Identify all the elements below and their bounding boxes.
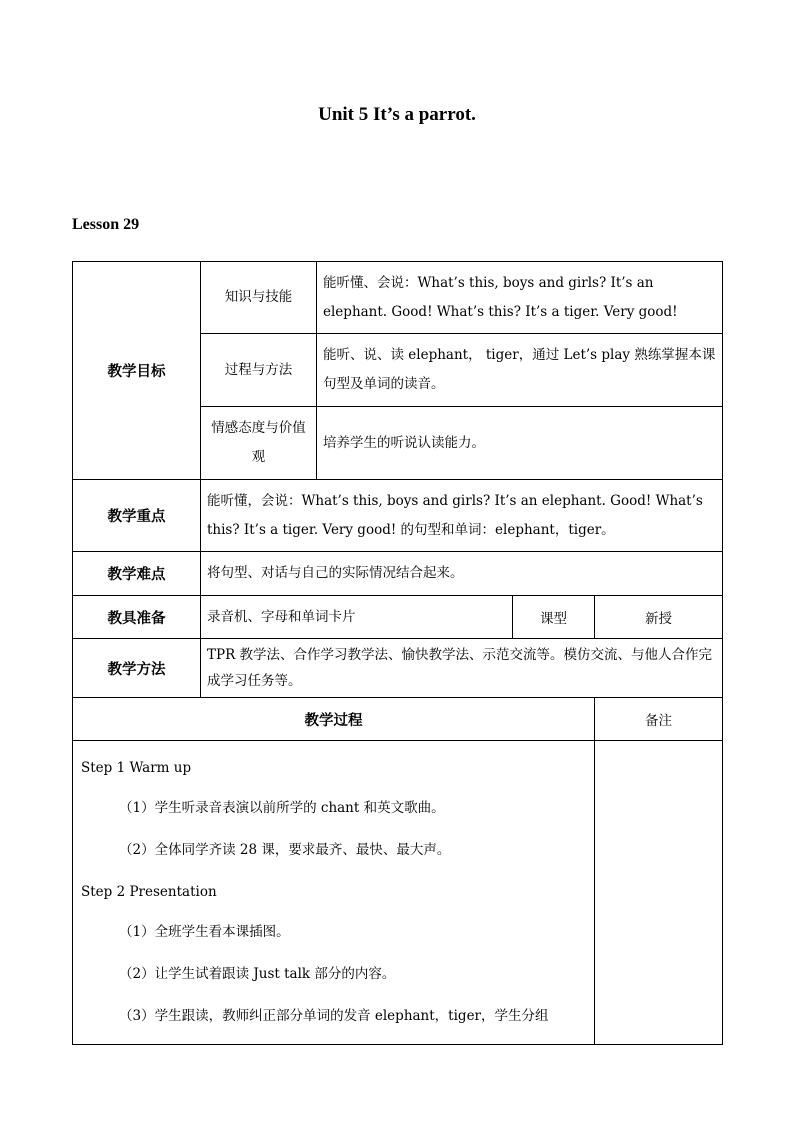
objectives-row-knowledge xyxy=(73,262,723,334)
lesson-plan-table xyxy=(72,261,723,1045)
objective-text-knowledge: 能听懂、会说：What’s this, boys and girls? It’s an elephant. Good! What’s this? It’s a tiger. Very good! xyxy=(317,262,723,334)
materials-label: 教具准备 xyxy=(73,596,201,639)
objective-text-attitude: 培养学生的听说认读能力。 xyxy=(317,407,723,480)
objectives-label: 教学目标 xyxy=(73,262,201,480)
process-header-row xyxy=(73,698,723,741)
process-content xyxy=(73,741,595,1045)
difficulties-row xyxy=(73,552,723,596)
process-body-row xyxy=(73,741,723,1045)
page-title: Unit 5 It’s a parrot. xyxy=(318,104,476,125)
materials-text: 录音机、字母和单词卡片 xyxy=(201,596,513,639)
objective-sub-process: 过程与方法 xyxy=(201,334,317,407)
methods-text: TPR 教学法、合作学习教学法、愉快教学法、示范交流等。模仿交流、与他人合作完成学习任务等。 xyxy=(201,639,723,698)
process-line: （1）学生听录音表演以前所学的 chant 和英文歌曲。 xyxy=(119,800,445,816)
difficulties-label: 教学难点 xyxy=(73,552,201,596)
notes-cell xyxy=(595,741,723,1045)
key-points-row xyxy=(73,480,723,552)
process-line: （2）全体同学齐读 28 课，要求最齐、最快、最大声。 xyxy=(119,842,451,858)
lesson-heading: Lesson 29 xyxy=(72,216,140,233)
process-line: （1）全班学生看本课插图。 xyxy=(119,924,290,940)
methods-row xyxy=(73,639,723,698)
key-points-text: 能听懂，会说：What’s this, boys and girls? It’s an elephant. Good! What’s this? It’s a tiger. Very good! 的句型和单词：elephant，tiger。 xyxy=(201,480,723,552)
process-line: （3）学生跟读，教师纠正部分单词的发音 elephant，tiger，学生分组 xyxy=(119,1008,549,1024)
difficulties-text: 将句型、对话与自己的实际情况结合起来。 xyxy=(201,552,723,596)
process-line: （2）让学生试着跟读 Just talk 部分的内容。 xyxy=(119,966,396,982)
process-step-presentation: Step 2 Presentation xyxy=(81,884,217,900)
notes-header: 备注 xyxy=(595,698,723,741)
materials-row xyxy=(73,596,723,639)
lesson-type-label: 课型 xyxy=(513,596,595,639)
objective-sub-attitude: 情感态度与价值观 xyxy=(201,407,317,480)
process-header: 教学过程 xyxy=(73,698,595,741)
process-step-warmup: Step 1 Warm up xyxy=(81,760,192,776)
objective-text-process: 能听、说、读 elephant， tiger，通过 Let’s play 熟练掌握本课句型及单词的读音。 xyxy=(317,334,723,407)
lesson-type-value: 新授 xyxy=(595,596,723,639)
objective-sub-knowledge: 知识与技能 xyxy=(201,262,317,334)
key-points-label: 教学重点 xyxy=(73,480,201,552)
methods-label: 教学方法 xyxy=(73,639,201,698)
